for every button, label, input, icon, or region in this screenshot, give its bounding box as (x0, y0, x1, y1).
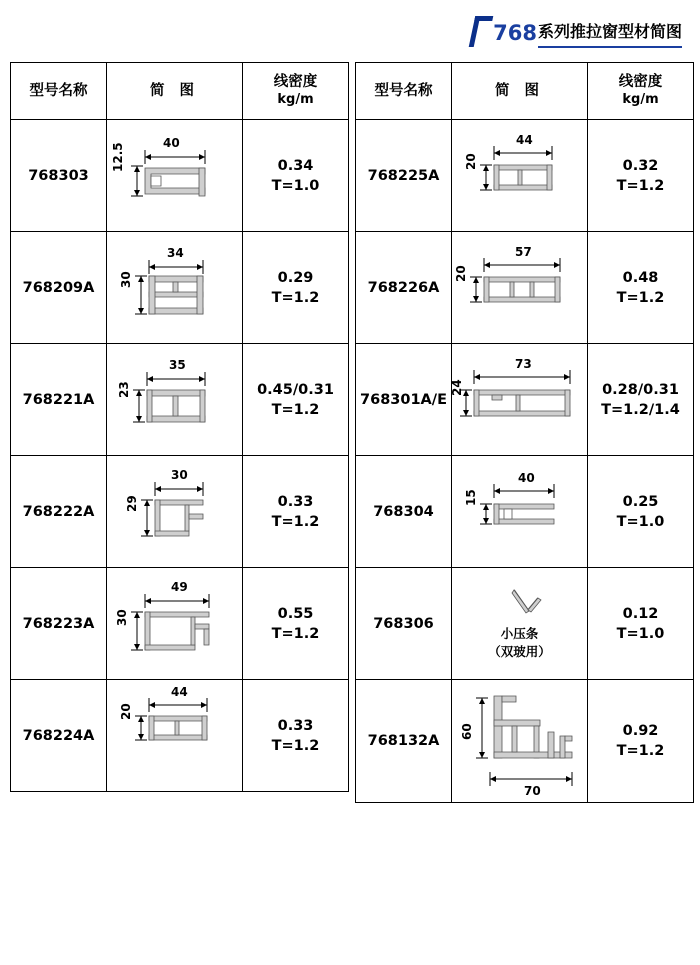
profile-density (243, 344, 349, 456)
diagram-canvas (107, 680, 242, 791)
thickness-value: T=1.2/1.4 (601, 401, 680, 418)
table-row (11, 232, 349, 344)
density-value: 0.55 (277, 605, 314, 622)
density-value: 0.45/0.31 (257, 381, 334, 398)
header-density-unit: kg/m (277, 92, 314, 107)
table-row (356, 344, 694, 456)
dim-top-label: 35 (169, 358, 186, 372)
table-row (356, 120, 694, 232)
table-row (356, 232, 694, 344)
dim-left-label: 29 (125, 495, 139, 512)
header-name: 型号名称 (356, 63, 452, 120)
density-value: 0.28/0.31 (602, 381, 679, 398)
diagram-canvas (107, 456, 242, 567)
header-row (11, 63, 349, 120)
table-header-left (11, 63, 349, 120)
thickness-value: T=1.0 (616, 625, 665, 642)
header-density-unit: kg/m (622, 92, 659, 107)
table-body-left (11, 120, 349, 792)
profile-name: 768132A (356, 680, 452, 803)
thickness-value: T=1.2 (271, 737, 320, 754)
dim-top-label: 44 (171, 685, 188, 699)
dim-left-label: 15 (464, 489, 478, 506)
profile-diagram (452, 680, 588, 803)
table-row (356, 568, 694, 680)
bracket-icon (469, 16, 494, 47)
dim-left-label: 30 (115, 609, 129, 626)
profile-density (588, 120, 694, 232)
diagram-canvas (452, 680, 587, 802)
dim-left-label: 30 (119, 271, 133, 288)
thickness-value: T=1.0 (616, 513, 665, 530)
density-value: 0.33 (277, 493, 314, 510)
profile-density (588, 568, 694, 680)
profile-table-right (355, 62, 694, 803)
page-header (0, 18, 700, 54)
profile-diagram (107, 456, 243, 568)
thickness-value: T=1.2 (271, 289, 320, 306)
diagram-canvas (452, 568, 587, 679)
profile-name: 768303 (11, 120, 107, 232)
profile-name: 768226A (356, 232, 452, 344)
table-row (356, 680, 694, 803)
profile-density (243, 232, 349, 344)
page-title: 系列推拉窗型材简图 (538, 19, 682, 48)
diagram-note-secondary: （双玻用） (488, 644, 551, 659)
dim-top-label: 44 (516, 133, 533, 147)
dim-left-label: 20 (464, 153, 478, 170)
dim-left-label: 20 (119, 703, 133, 720)
diagram-canvas (107, 344, 242, 455)
header-diagram: 简 图 (107, 63, 243, 120)
dim-left-label: 12.5 (111, 142, 125, 172)
header-density (588, 63, 694, 120)
profile-diagram (452, 456, 588, 568)
profile-diagram (452, 232, 588, 344)
density-value: 0.12 (622, 605, 659, 622)
header-density-label: 线密度 (273, 74, 318, 90)
table-row (11, 456, 349, 568)
header-density (243, 63, 349, 120)
diagram-canvas (452, 120, 587, 231)
dim-top-label: 40 (163, 136, 180, 150)
profile-diagram (452, 120, 588, 232)
header-density-label: 线密度 (618, 74, 663, 90)
profile-diagram (107, 568, 243, 680)
profile-density (243, 568, 349, 680)
header-diagram: 简 图 (452, 63, 588, 120)
thickness-value: T=1.2 (271, 401, 320, 418)
table-row (11, 680, 349, 792)
profile-density (588, 456, 694, 568)
profile-diagram (107, 120, 243, 232)
diagram-canvas (452, 232, 587, 343)
table-header-right (356, 63, 694, 120)
table-row (11, 120, 349, 232)
dim-top-label: 49 (171, 580, 188, 594)
profile-diagram (107, 232, 243, 344)
dim-left-label: 60 (460, 723, 474, 740)
thickness-value: T=1.2 (616, 177, 665, 194)
title-block (472, 18, 682, 48)
profile-table-left (10, 62, 349, 792)
dim-top-label: 40 (518, 471, 535, 485)
profile-density (243, 120, 349, 232)
density-value: 0.25 (622, 493, 659, 510)
dim-left-label: 23 (117, 381, 131, 398)
profile-name: 768304 (356, 456, 452, 568)
thickness-value: T=1.0 (271, 177, 320, 194)
profile-name: 768301A/E (356, 344, 452, 456)
profile-diagram (452, 344, 588, 456)
diagram-note: 小压条 (500, 626, 539, 641)
profile-density (588, 344, 694, 456)
profile-name: 768209A (11, 232, 107, 344)
diagram-canvas (107, 120, 242, 231)
profile-name: 768224A (11, 680, 107, 792)
profile-diagram (107, 680, 243, 792)
dim-top-label: 57 (515, 245, 532, 259)
density-value: 0.34 (277, 157, 314, 174)
dim-left-label: 24 (450, 379, 464, 396)
thickness-value: T=1.2 (616, 743, 665, 759)
profile-name: 768225A (356, 120, 452, 232)
profile-diagram (107, 344, 243, 456)
density-value: 0.92 (622, 723, 659, 739)
profile-density (588, 680, 694, 803)
thickness-value: T=1.2 (271, 625, 320, 642)
series-number: 768 (493, 21, 537, 45)
diagram-canvas (107, 232, 242, 343)
header-row (356, 63, 694, 120)
profile-name: 768222A (11, 456, 107, 568)
profile-density (243, 456, 349, 568)
profile-name: 768306 (356, 568, 452, 680)
table-row (356, 456, 694, 568)
dim-top-label: 30 (171, 468, 188, 482)
dim-left-label: 20 (454, 265, 468, 282)
profile-density (243, 680, 349, 792)
density-value: 0.32 (622, 157, 659, 174)
diagram-canvas (452, 344, 587, 455)
table-row (11, 344, 349, 456)
profile-name: 768223A (11, 568, 107, 680)
profile-diagram (452, 568, 588, 680)
diagram-canvas (107, 568, 242, 679)
table-body-right (356, 120, 694, 803)
dim-bottom-label: 70 (524, 784, 541, 798)
density-value: 0.33 (277, 717, 314, 734)
dim-top-label: 73 (515, 357, 532, 371)
dim-top-label: 34 (167, 246, 184, 260)
thickness-value: T=1.2 (616, 289, 665, 306)
density-value: 0.29 (277, 269, 314, 286)
table-row (11, 568, 349, 680)
header-name: 型号名称 (11, 63, 107, 120)
diagram-canvas (452, 456, 587, 567)
thickness-value: T=1.2 (271, 513, 320, 530)
profile-density (588, 232, 694, 344)
profile-name: 768221A (11, 344, 107, 456)
density-value: 0.48 (622, 269, 659, 286)
